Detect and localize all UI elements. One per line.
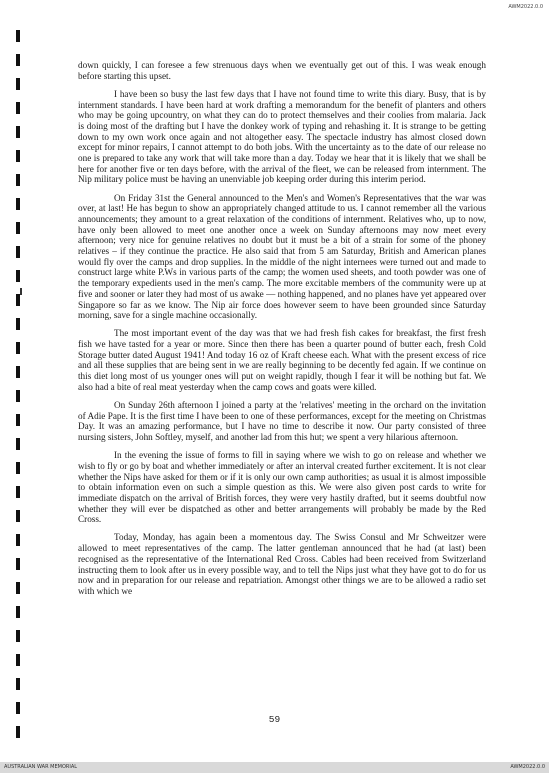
- binding-hole: [16, 630, 20, 642]
- binding-hole: [16, 534, 20, 546]
- binding-hole: [16, 246, 20, 258]
- binding-hole: [16, 78, 20, 90]
- binding-hole: [16, 294, 20, 306]
- binding-hole: [16, 342, 20, 354]
- binding-hole: [16, 606, 20, 618]
- binding-hole: [16, 486, 20, 498]
- binding-hole: [16, 270, 20, 282]
- binding-hole: [16, 174, 20, 186]
- binding-tick: [20, 288, 22, 295]
- binding-hole: [16, 318, 20, 330]
- paragraph: I have been so busy the last few days that I have not found time to write this diary. Busy, that is by internment standards. I have been hard at work drafting a memorandum for the benefit of planters and others who may be going upcountry, on what they can do to protect themselves and their coolies from malaria. Jack is doing most of the drafting but I have the donkey work of typing and rehashing it. It is strange to be getting down to my own work once again and not altogether easy. The spectacle industry has almost closed down except for minor repairs, I cannot attempt to do both jobs. With the uncertainty as to the date of our release no one is prepared to take any work that will take more than a day. Today we hear that it is likely that we shall be here for another five or ten days before, with the arrival of the fleet, we can be released from internment. The Nip military police must be having an unenviable job keeping order during this interim period.: [78, 88, 486, 185]
- diary-text: [78, 60, 486, 604]
- paragraph: Today, Monday, has again been a momentous day. The Swiss Consul and Mr Schweitzer were allowed to meet representatives of the camp. The latter gentleman announced that he had (at last) been recognised as the representative of the International Red Cross. Cables had been received from Switzerland instructing them to look after us in every possible way, and to tell the Nips just what they have got to do for us now and in preparation for our release and repatriation. Amongst other things we are to be allowed a radio set with which we: [78, 532, 486, 596]
- binding-hole: [16, 150, 20, 162]
- binding-holes: [16, 28, 26, 763]
- binding-hole: [16, 462, 20, 474]
- binding-hole: [16, 198, 20, 210]
- binding-hole: [16, 438, 20, 450]
- binding-hole: [16, 102, 20, 114]
- archive-reference: AWM2022.0.0: [510, 764, 545, 770]
- binding-hole: [16, 390, 20, 402]
- page-number: 59: [268, 714, 281, 725]
- binding-hole: [16, 558, 20, 570]
- paragraph: The most important event of the day was that we had fresh fish cakes for breakfast, the first fresh fish we have tasted for a year or more. Since then there has been a quarter pound of butter each, fresh Cold Storage butter dated August 1941! And today 16 oz of Kraft cheese each. What with the present excess of rice and all these supplies that are being sent in we are really beginning to be decently fed again. If we continue on this diet long most of us younger ones will put on weight rapidly, though I fear it will be nothing but fat. We also had a bite of real meat yesterday when the camp cows and goats were killed.: [78, 328, 486, 392]
- binding-hole: [16, 414, 20, 426]
- paragraph: On Sunday 26th afternoon I joined a party at the 'relatives' meeting in the orchard on the invitation of Adie Pape. It is the first time I have been to one of these performances, except for the meeting on Christmas Day. It was an amazing performance, but I have no time to describe it now. Our party consisted of three nursing sisters, John Softley, myself, and another lad from this hut; we spent a very hilarious afternoon.: [78, 399, 486, 443]
- binding-hole: [16, 54, 20, 66]
- binding-hole: [16, 702, 20, 714]
- binding-hole: [16, 126, 20, 138]
- paragraph: down quickly, I can foresee a few strenuous days when we eventually get out of this. I was weak enough before starting this upset.: [78, 60, 486, 81]
- binding-hole: [16, 222, 20, 234]
- corner-reference: AWM2022.0.0: [508, 4, 543, 10]
- binding-hole: [16, 678, 20, 690]
- archive-footer-bar: [0, 762, 549, 773]
- binding-hole: [16, 510, 20, 522]
- binding-hole: [16, 30, 20, 42]
- binding-hole: [16, 654, 20, 666]
- archive-credit: AUSTRALIAN WAR MEMORIAL: [4, 764, 78, 770]
- paragraph: On Friday 31st the General announced to the Men's and Women's Representatives that the war was over, at last! He has begun to show an appropriately changed attitude to us. I cannot remember all the various announcements; they amount to a great relaxation of the conditions of internment. Relatives who, up to now, have only been allowed to meet one another once a week on Sunday afternoons may now meet every afternoon; very nice for genuine relatives no doubt but it must be a bit of a strain for some of the phoney relatives – if they continue the practice. He also said that from 5 am Saturday, British and American planes would fly over the camps and drop supplies. In the middle of the night internees were turned out and made to construct large white P.Ws in various parts of the camp; the women used sheets, and tooth powder was one of the temporary expedients used in the men's camp. The more excitable members of the community were up at five and sooner or later they had most of us awake — nothing happened, and no planes have yet appeared over Singapore so far as we know. The Nip air force does however seem to have been grounded since Saturday morning, save for a single machine occasionally.: [78, 192, 486, 321]
- binding-hole: [16, 726, 20, 738]
- paragraph: In the evening the issue of forms to fill in saying where we wish to go on release and whether we wish to fly or go by boat and whether immediately or after an interval created further excitement. It is not clear whether the Nips have asked for them or if it is only our own camp authorities; as usual it is almost impossible to obtain information even on such a simple question as this. We were also given post cards to write for immediate dispatch on the arrival of British forces, they were very hastily drafted, but it seems doubtful now whether they will ever be dispatched as other and better arrangements will probably be made by the Red Cross.: [78, 450, 486, 525]
- binding-hole: [16, 582, 20, 594]
- binding-hole: [16, 366, 20, 378]
